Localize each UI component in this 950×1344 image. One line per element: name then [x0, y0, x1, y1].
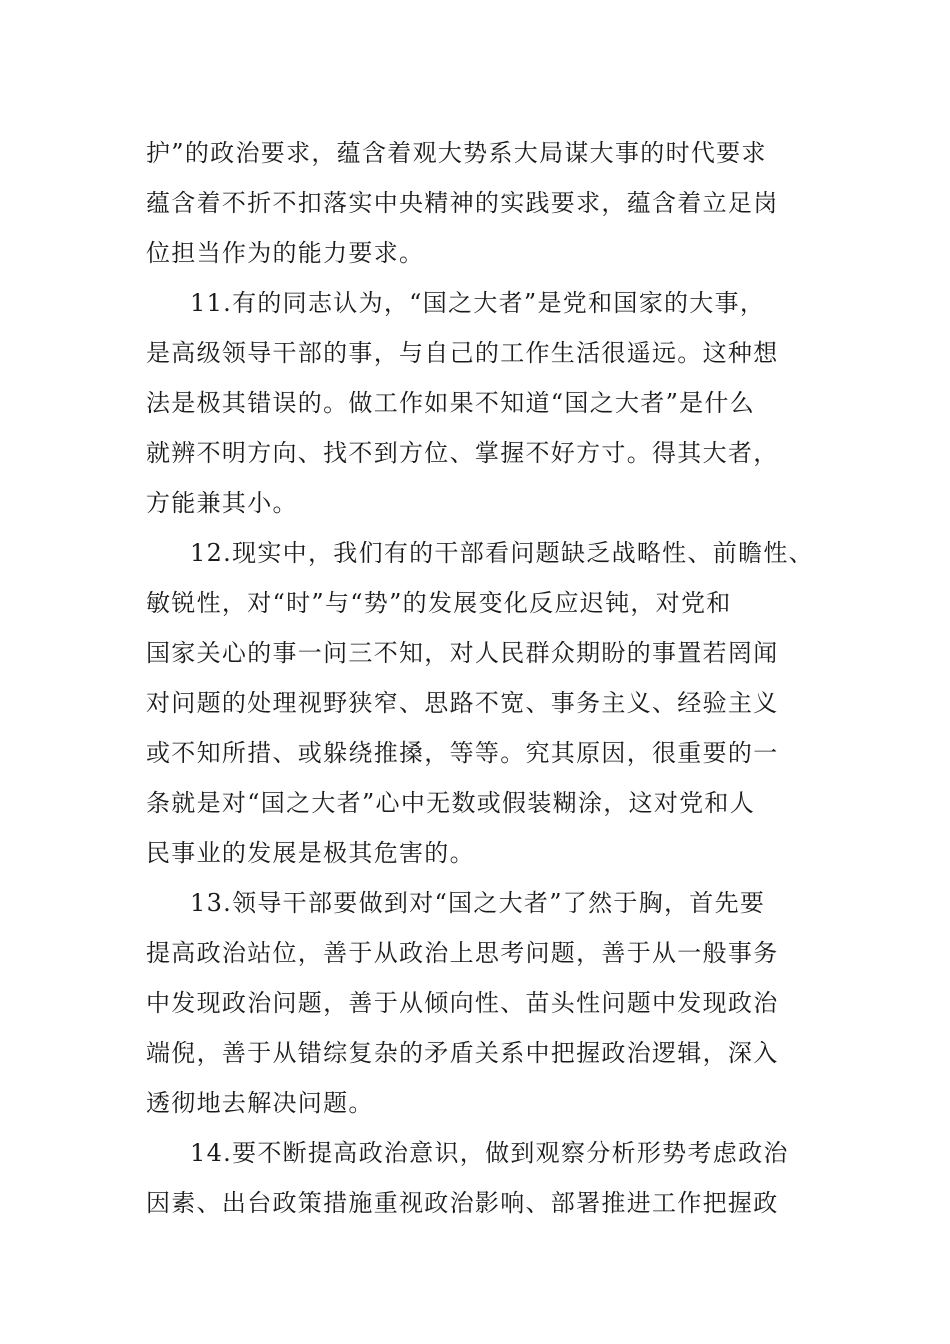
text-line: 方能兼其小。	[146, 489, 298, 517]
text-line: 端倪，善于从错综复杂的矛盾关系中把握政治逻辑，深入	[146, 1039, 779, 1067]
paragraph-13	[146, 878, 826, 1128]
text-line: 法是极其错误的。做工作如果不知道“国之大者”是什么	[146, 389, 756, 417]
paragraph-12	[146, 528, 826, 878]
text-line: 因素、出台政策措施重视政治影响、部署推进工作把握政	[146, 1189, 779, 1217]
text-line: 中发现政治问题，善于从倾向性、苗头性问题中发现政治	[146, 989, 779, 1017]
text-line: 条就是对“国之大者”心中无数或假装糊涂，这对党和人	[146, 789, 756, 817]
text-line: 11.有的同志认为，“国之大者”是党和国家的大事，	[190, 289, 766, 317]
text-line: 民事业的发展是极其危害的。	[146, 839, 475, 867]
text-line: 13.领导干部要做到对“国之大者”了然于胸，首先要	[190, 889, 766, 917]
text-line: 蕴含着不折不扣落实中央精神的实践要求，蕴含着立足岗	[146, 189, 779, 217]
text-line: 透彻地去解决问题。	[146, 1089, 374, 1117]
text-line: 14.要不断提高政治意识，做到观察分析形势考虑政治	[190, 1139, 789, 1167]
text-line: 护”的政治要求，蕴含着观大势系大局谋大事的时代要求	[146, 139, 767, 167]
text-line: 对问题的处理视野狭窄、思路不宽、事务主义、经验主义	[146, 689, 779, 717]
text-line: 是高级领导干部的事，与自己的工作生活很遥远。这种想	[146, 339, 779, 367]
text-line: 国家关心的事一问三不知，对人民群众期盼的事置若罔闻	[146, 639, 779, 667]
paragraph-14	[146, 1128, 826, 1228]
paragraph-10-continued	[146, 128, 826, 278]
document-body	[146, 128, 826, 1228]
text-line: 位担当作为的能力要求。	[146, 239, 425, 267]
text-line: 就辨不明方向、找不到方位、掌握不好方寸。得其大者，	[146, 439, 779, 467]
text-line: 敏锐性，对“时”与“势”的发展变化反应迟钝，对党和	[146, 589, 732, 617]
paragraph-11	[146, 278, 826, 528]
text-line: 12.现实中，我们有的干部看问题缺乏战略性、前瞻性、	[190, 539, 814, 567]
text-line: 提高政治站位，善于从政治上思考问题，善于从一般事务	[146, 939, 779, 967]
text-line: 或不知所措、或躲绕推搡，等等。究其原因，很重要的一	[146, 739, 779, 767]
